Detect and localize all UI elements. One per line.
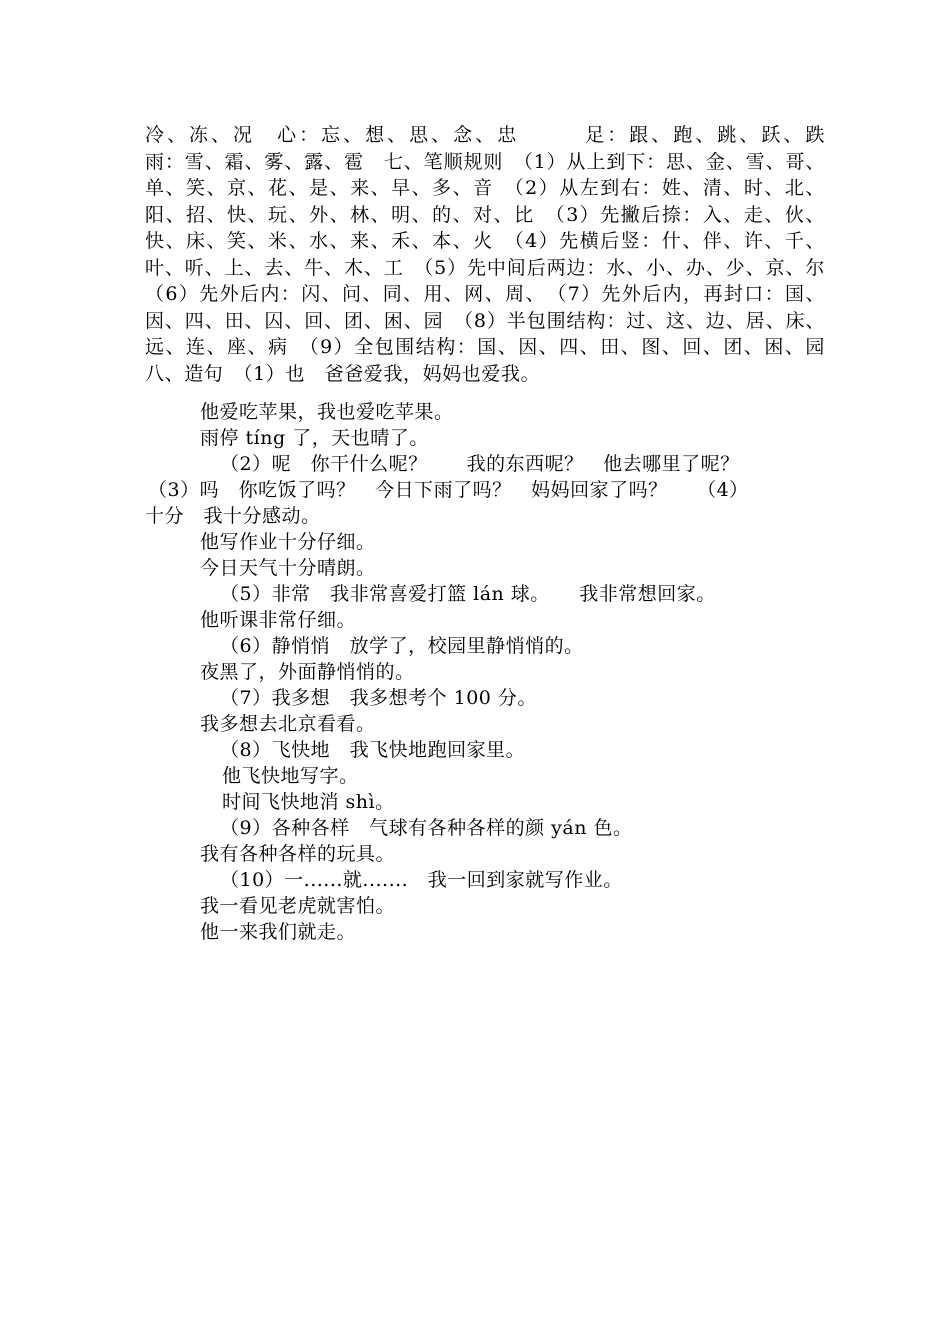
text-line: （6）静悄悄 放学了，校园里静悄悄的。 [220,635,584,657]
text-line: 十分 我十分感动。 [145,505,321,527]
text-line: 夜黑了，外面静悄悄的。 [200,661,415,683]
text-line: 我一看见老虎就害怕。 [200,895,396,917]
text-line: 我多想去北京看看。 [200,713,376,735]
text-line: （2）呢 你干什么呢？ 我的东西呢？ 他去哪里了呢？ [220,453,740,475]
text-line: 他飞快地写字。 [222,765,359,787]
text-line: （7）我多想 我多想考个 100 分。 [220,687,537,709]
text-line: 他写作业十分仔细。 [200,531,376,553]
text-line: （9）各种各样 气球有各种各样的颜 yán 色。 [220,817,633,839]
text-line: 他爱吃苹果，我也爱吃苹果。 [200,401,454,423]
text-line: （3）吗 你吃饭了吗？ 今日下雨了吗？ 妈妈回家了吗？ （4） [148,479,749,501]
text-line: 他听课非常仔细。 [200,609,357,631]
text-line: 他一来我们就走。 [200,921,357,943]
text-line: （5）非常 我非常喜爱打篮 lán 球。 我非常想回家。 [220,583,716,605]
text-line: 雨停 tíng 了，天也晴了。 [200,427,429,449]
text-line: 我有各种各样的玩具。 [200,843,396,865]
text-line: （10）一......就....... 我一回到家就写作业。 [220,869,623,891]
stroke-order-paragraph: 冷、冻、况 心：忘、想、思、念、忠 足：跟、跑、跳、跃、跌 雨：雪、霜、雾、露、雹 七、笔顺规则 （1）从上到下：思、金、雪、哥、单、笑、京、花、是、来、早、多、音 （2）从左到右：姓、清、时、北、阳、招、快、玩、外、林、明、的、对、比 （3）先撇后捺：入、走、伙、快、床、笑、米、水、来、禾、本、火 （4）先横后竖：什、伴、许、千、叶、听、上、去、牛、木、工 （5）先中间后两边：水、小、办、少、京、尔 （6）先外后内：闪、问、同、用、网、周、 （7）先外后内，再封口：国、因、四、田、囚、回、团、困、园 （8）半包围结构：过、这、边、居、床、远、连、座、病 （9）全包围结构：国、因、四、田、图、回、团、困、园 八、造句 （1）也 爸爸爱我，妈妈也爱我。 [145,124,884,385]
text-line: 今日天气十分晴朗。 [200,557,376,579]
text-line: （8）飞快地 我飞快地跑回家里。 [220,739,526,761]
text-line: 时间飞快地消 shì。 [222,791,395,813]
